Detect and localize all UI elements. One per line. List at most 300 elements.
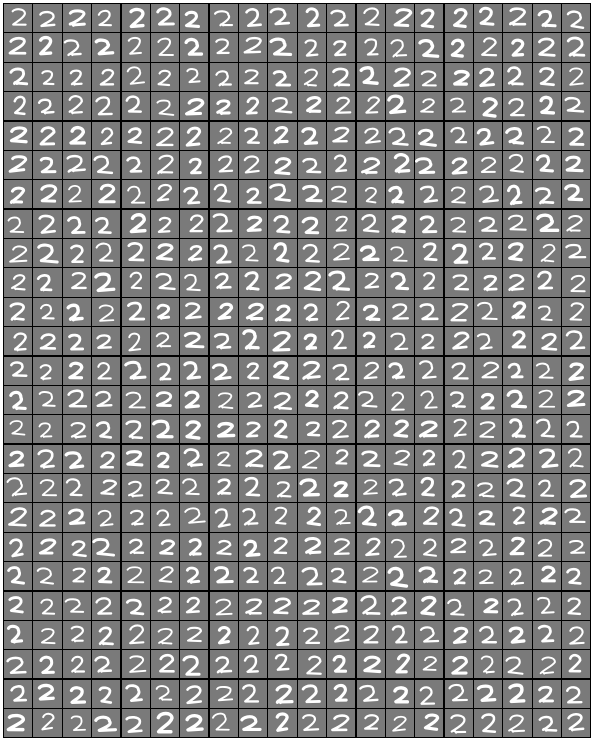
digit-stroke	[187, 128, 199, 145]
digit-thumbnail	[415, 210, 443, 238]
digit-stroke	[213, 364, 230, 378]
digit-stroke	[9, 509, 25, 526]
handwritten-digit-glyph	[445, 4, 473, 32]
digit-stroke	[569, 391, 584, 405]
handwritten-digit-glyph	[151, 63, 179, 91]
digit-stroke	[66, 452, 82, 467]
digit-thumbnail	[151, 621, 179, 649]
handwritten-digit-glyph	[386, 327, 414, 355]
digit-stroke	[420, 130, 436, 145]
digit-stroke	[570, 541, 584, 553]
handwritten-digit-glyph	[445, 180, 473, 208]
digit-thumbnail	[63, 239, 91, 267]
digit-thumbnail	[4, 151, 32, 179]
digit-thumbnail	[298, 4, 326, 32]
handwritten-digit-glyph	[210, 268, 238, 296]
handwritten-digit-glyph	[415, 210, 443, 238]
handwritten-digit-glyph	[562, 592, 590, 620]
digit-thumbnail	[445, 415, 473, 443]
handwritten-digit-glyph	[298, 122, 326, 150]
digit-stroke	[303, 187, 321, 201]
digit-thumbnail	[210, 650, 238, 678]
handwritten-digit-glyph	[63, 4, 91, 32]
digit-thumbnail	[386, 680, 414, 708]
handwritten-digit-glyph	[268, 562, 296, 590]
digit-thumbnail	[180, 621, 208, 649]
digit-thumbnail	[533, 33, 561, 61]
digit-stroke	[185, 449, 202, 465]
digit-stroke	[276, 655, 288, 670]
digit-thumbnail	[357, 210, 385, 238]
digit-thumbnail	[151, 239, 179, 267]
digit-stroke	[566, 98, 583, 111]
digit-stroke	[539, 11, 555, 25]
digit-stroke	[191, 215, 203, 231]
digit-thumbnail	[533, 180, 561, 208]
digit-thumbnail	[4, 268, 32, 296]
handwritten-digit-glyph	[445, 650, 473, 678]
digit-thumbnail	[92, 503, 120, 531]
digit-thumbnail	[415, 151, 443, 179]
digit-thumbnail	[63, 592, 91, 620]
handwritten-digit-glyph	[151, 239, 179, 267]
digit-stroke	[15, 334, 26, 351]
handwritten-digit-glyph	[327, 151, 355, 179]
handwritten-digit-glyph	[63, 621, 91, 649]
digit-thumbnail	[92, 327, 120, 355]
digit-stroke	[99, 568, 111, 582]
handwritten-digit-glyph	[298, 621, 326, 649]
digit-thumbnail	[357, 357, 385, 385]
digit-stroke	[69, 335, 82, 349]
digit-stroke	[303, 218, 317, 233]
handwritten-digit-glyph	[533, 445, 561, 473]
digit-stroke	[359, 507, 375, 525]
digit-stroke	[538, 272, 551, 288]
digit-stroke	[154, 421, 172, 436]
digit-stroke	[97, 244, 113, 261]
digit-stroke	[332, 569, 345, 582]
handwritten-digit-glyph	[122, 4, 150, 32]
digit-thumbnail	[210, 122, 238, 150]
handwritten-digit-glyph	[474, 503, 502, 531]
digit-thumbnail	[4, 503, 32, 531]
handwritten-digit-glyph	[33, 268, 61, 296]
handwritten-digit-glyph	[210, 327, 238, 355]
handwritten-digit-glyph	[268, 210, 296, 238]
handwritten-digit-glyph	[445, 415, 473, 443]
handwritten-digit-glyph	[327, 503, 355, 531]
digit-thumbnail	[92, 709, 120, 737]
digit-thumbnail	[151, 562, 179, 590]
handwritten-digit-glyph	[357, 650, 385, 678]
handwritten-digit-glyph	[122, 268, 150, 296]
digit-thumbnail	[63, 122, 91, 150]
digit-stroke	[10, 157, 26, 172]
digit-thumbnail	[268, 92, 296, 120]
handwritten-digit-glyph	[180, 445, 208, 473]
digit-thumbnail	[239, 4, 267, 32]
digit-stroke	[540, 658, 554, 674]
digit-thumbnail	[298, 709, 326, 737]
digit-stroke	[449, 685, 466, 700]
digit-thumbnail	[180, 210, 208, 238]
digit-stroke	[40, 216, 55, 233]
handwritten-digit-glyph	[503, 709, 531, 737]
digit-stroke	[275, 244, 288, 261]
handwritten-digit-glyph	[386, 210, 414, 238]
digit-stroke	[159, 597, 171, 611]
handwritten-digit-glyph	[357, 474, 385, 502]
digit-stroke	[420, 568, 436, 582]
handwritten-digit-glyph	[562, 239, 590, 267]
digit-thumbnail	[415, 33, 443, 61]
handwritten-digit-glyph	[327, 268, 355, 296]
digit-thumbnail	[268, 592, 296, 620]
digit-stroke	[248, 189, 261, 203]
digit-stroke	[126, 717, 141, 731]
handwritten-digit-glyph	[327, 327, 355, 355]
handwritten-digit-glyph	[445, 386, 473, 414]
digit-thumbnail	[415, 562, 443, 590]
handwritten-digit-glyph	[562, 4, 590, 32]
digit-thumbnail	[327, 592, 355, 620]
digit-thumbnail	[445, 562, 473, 590]
handwritten-digit-glyph	[4, 327, 32, 355]
handwritten-digit-glyph	[533, 386, 561, 414]
digit-thumbnail	[386, 63, 414, 91]
digit-stroke	[42, 599, 55, 613]
digit-thumbnail	[533, 562, 561, 590]
handwritten-digit-glyph	[180, 357, 208, 385]
digit-thumbnail	[63, 562, 91, 590]
digit-stroke	[275, 71, 290, 84]
handwritten-digit-glyph	[63, 415, 91, 443]
handwritten-digit-glyph	[180, 268, 208, 296]
digit-thumbnail	[210, 33, 238, 61]
digit-stroke	[188, 628, 201, 641]
digit-stroke	[216, 599, 231, 614]
digit-stroke	[130, 657, 145, 673]
handwritten-digit-glyph	[386, 562, 414, 590]
digit-thumbnail	[533, 386, 561, 414]
digit-thumbnail	[268, 415, 296, 443]
digit-thumbnail	[386, 210, 414, 238]
digit-stroke	[245, 568, 258, 582]
handwritten-digit-glyph	[239, 650, 267, 678]
digit-thumbnail	[298, 122, 326, 150]
digit-thumbnail	[210, 415, 238, 443]
handwritten-digit-glyph	[92, 562, 120, 590]
digit-stroke	[69, 186, 81, 202]
digit-stroke	[11, 304, 24, 320]
handwritten-digit-glyph	[503, 386, 531, 414]
handwritten-digit-glyph	[533, 268, 561, 296]
digit-thumbnail	[357, 474, 385, 502]
handwritten-digit-glyph	[180, 592, 208, 620]
digit-stroke	[307, 98, 319, 112]
digit-thumbnail	[33, 239, 61, 267]
digit-thumbnail	[474, 298, 502, 326]
digit-thumbnail	[533, 650, 561, 678]
digit-thumbnail	[210, 503, 238, 531]
handwritten-digit-glyph	[357, 621, 385, 649]
handwritten-digit-glyph	[92, 357, 120, 385]
digit-thumbnail	[210, 327, 238, 355]
digit-thumbnail	[210, 680, 238, 708]
digit-stroke	[41, 12, 55, 26]
digit-stroke	[392, 274, 407, 289]
handwritten-digit-glyph	[151, 386, 179, 414]
digit-stroke	[332, 187, 346, 202]
digit-stroke	[571, 480, 586, 496]
handwritten-digit-glyph	[268, 268, 296, 296]
handwritten-digit-glyph	[63, 357, 91, 385]
digit-stroke	[510, 276, 524, 291]
digit-stroke	[128, 303, 143, 319]
digit-thumbnail	[445, 239, 473, 267]
digit-thumbnail	[386, 357, 414, 385]
digit-stroke	[72, 274, 85, 289]
digit-stroke	[540, 68, 553, 84]
handwritten-digit-glyph	[4, 92, 32, 120]
digit-thumbnail	[122, 562, 150, 590]
handwritten-digit-glyph	[503, 445, 531, 473]
digit-stroke	[423, 335, 434, 348]
handwritten-digit-glyph	[63, 122, 91, 150]
digit-thumbnail	[386, 709, 414, 737]
digit-thumbnail	[386, 562, 414, 590]
handwritten-digit-glyph	[180, 621, 208, 649]
digit-stroke	[185, 509, 205, 523]
digit-thumbnail	[445, 503, 473, 531]
digit-stroke	[334, 657, 345, 672]
handwritten-digit-glyph	[562, 298, 590, 326]
digit-thumbnail	[503, 386, 531, 414]
digit-thumbnail	[562, 268, 590, 296]
handwritten-digit-glyph	[533, 503, 561, 531]
digit-stroke	[334, 244, 349, 259]
digit-thumbnail	[298, 533, 326, 561]
handwritten-digit-glyph	[386, 680, 414, 708]
digit-thumbnail	[327, 92, 355, 120]
handwritten-digit-glyph	[503, 533, 531, 561]
handwritten-digit-glyph	[180, 210, 208, 238]
digit-thumbnail	[474, 592, 502, 620]
handwritten-digit-glyph	[386, 180, 414, 208]
handwritten-digit-glyph	[210, 621, 238, 649]
digit-thumbnail	[63, 33, 91, 61]
handwritten-digit-glyph	[180, 122, 208, 150]
handwritten-digit-glyph	[4, 709, 32, 737]
digit-stroke	[248, 393, 261, 407]
digit-thumbnail	[562, 122, 590, 150]
handwritten-digit-glyph	[386, 592, 414, 620]
handwritten-digit-glyph	[533, 298, 561, 326]
handwritten-digit-glyph	[445, 533, 473, 561]
digit-thumbnail	[92, 298, 120, 326]
handwritten-digit-glyph	[180, 474, 208, 502]
digit-stroke	[542, 334, 555, 349]
digit-thumbnail	[415, 92, 443, 120]
digit-stroke	[513, 303, 525, 318]
digit-thumbnail	[4, 562, 32, 590]
digit-thumbnail	[386, 445, 414, 473]
handwritten-digit-glyph	[239, 239, 267, 267]
digit-stroke	[217, 101, 228, 114]
digit-stroke	[218, 424, 233, 436]
handwritten-digit-glyph	[386, 709, 414, 737]
digit-stroke	[335, 685, 346, 700]
digit-thumbnail	[239, 357, 267, 385]
digit-stroke	[451, 392, 465, 406]
handwritten-digit-glyph	[327, 445, 355, 473]
digit-thumbnail	[327, 327, 355, 355]
digit-thumbnail	[474, 533, 502, 561]
handwritten-digit-glyph	[33, 445, 61, 473]
handwritten-digit-glyph	[474, 122, 502, 150]
handwritten-digit-glyph	[33, 63, 61, 91]
digit-stroke	[391, 334, 407, 349]
digit-thumbnail	[503, 210, 531, 238]
handwritten-digit-glyph	[180, 327, 208, 355]
handwritten-digit-glyph	[4, 122, 32, 150]
digit-thumbnail	[63, 386, 91, 414]
handwritten-digit-glyph	[562, 357, 590, 385]
handwritten-digit-glyph	[327, 4, 355, 32]
digit-thumbnail	[386, 415, 414, 443]
handwritten-digit-glyph	[210, 33, 238, 61]
digit-thumbnail	[445, 33, 473, 61]
digit-stroke	[421, 687, 434, 703]
digit-stroke	[362, 451, 378, 465]
digit-thumbnail	[562, 562, 590, 590]
handwritten-digit-glyph	[63, 63, 91, 91]
digit-stroke	[452, 41, 462, 57]
digit-stroke	[454, 628, 466, 642]
digit-stroke	[510, 99, 524, 115]
handwritten-digit-glyph	[210, 592, 238, 620]
digit-stroke	[453, 245, 466, 262]
digit-stroke	[362, 158, 378, 172]
digit-thumbnail	[151, 151, 179, 179]
digit-stroke	[365, 274, 377, 288]
digit-stroke	[335, 393, 348, 408]
digit-stroke	[569, 598, 580, 613]
handwritten-digit-glyph	[298, 709, 326, 737]
digit-thumbnail	[122, 33, 150, 61]
handwritten-digit-glyph	[92, 415, 120, 443]
digit-stroke	[306, 538, 320, 553]
handwritten-digit-glyph	[415, 562, 443, 590]
digit-stroke	[305, 305, 317, 320]
digit-stroke	[480, 423, 494, 438]
digit-thumbnail	[63, 415, 91, 443]
digit-thumbnail	[415, 415, 443, 443]
handwritten-digit-glyph	[357, 151, 385, 179]
handwritten-digit-glyph	[239, 503, 267, 531]
handwritten-digit-glyph	[327, 33, 355, 61]
handwritten-digit-glyph	[357, 268, 385, 296]
digit-stroke	[41, 365, 51, 379]
digit-thumbnail	[503, 63, 531, 91]
digit-stroke	[305, 335, 315, 348]
digit-thumbnail	[180, 474, 208, 502]
handwritten-digit-glyph	[562, 33, 590, 61]
digit-stroke	[390, 128, 408, 144]
digit-thumbnail	[180, 151, 208, 179]
digit-stroke	[72, 627, 83, 642]
digit-thumbnail	[415, 474, 443, 502]
handwritten-digit-glyph	[386, 357, 414, 385]
handwritten-digit-glyph	[357, 63, 385, 91]
handwritten-digit-glyph	[298, 63, 326, 91]
digit-stroke	[305, 273, 319, 290]
digit-stroke	[214, 214, 231, 231]
digit-stroke	[158, 305, 169, 318]
digit-stroke	[102, 481, 116, 494]
digit-thumbnail	[415, 4, 443, 32]
digit-thumbnail	[474, 122, 502, 150]
digit-stroke	[42, 629, 55, 643]
handwritten-digit-glyph	[180, 650, 208, 678]
digit-stroke	[360, 686, 377, 701]
handwritten-digit-glyph	[415, 327, 443, 355]
digit-stroke	[128, 128, 140, 142]
handwritten-digit-glyph	[268, 4, 296, 32]
digit-thumbnail	[327, 533, 355, 561]
handwritten-digit-glyph	[562, 474, 590, 502]
digit-thumbnail	[33, 33, 61, 61]
digit-thumbnail	[92, 357, 120, 385]
digit-thumbnail	[327, 357, 355, 385]
digit-stroke	[158, 364, 170, 379]
handwritten-digit-glyph	[357, 210, 385, 238]
digit-stroke	[542, 567, 554, 581]
digit-thumbnail	[92, 92, 120, 120]
handwritten-digit-glyph	[357, 709, 385, 737]
digit-thumbnail	[92, 415, 120, 443]
digit-stroke	[303, 128, 317, 143]
handwritten-digit-glyph	[445, 33, 473, 61]
digit-thumbnail	[445, 327, 473, 355]
digit-thumbnail	[474, 180, 502, 208]
digit-thumbnail	[4, 92, 32, 120]
digit-stroke	[43, 714, 54, 730]
handwritten-digit-glyph	[92, 268, 120, 296]
digit-stroke	[245, 70, 257, 83]
digit-thumbnail	[503, 268, 531, 296]
handwritten-digit-glyph	[33, 562, 61, 590]
handwritten-digit-glyph	[415, 268, 443, 296]
handwritten-digit-glyph	[445, 92, 473, 120]
handwritten-digit-glyph	[268, 709, 296, 737]
handwritten-digit-glyph	[327, 63, 355, 91]
handwritten-digit-glyph	[92, 122, 120, 150]
handwritten-digit-glyph	[122, 239, 150, 267]
digit-stroke	[361, 247, 377, 260]
digit-stroke	[451, 128, 466, 142]
digit-stroke	[157, 101, 173, 115]
digit-stroke	[278, 714, 288, 730]
digit-stroke	[130, 625, 143, 643]
digit-stroke	[478, 303, 497, 319]
digit-thumbnail	[445, 592, 473, 620]
digit-stroke	[421, 187, 437, 202]
handwritten-digit-glyph	[210, 298, 238, 326]
handwritten-digit-glyph	[474, 63, 502, 91]
digit-thumbnail	[327, 445, 355, 473]
